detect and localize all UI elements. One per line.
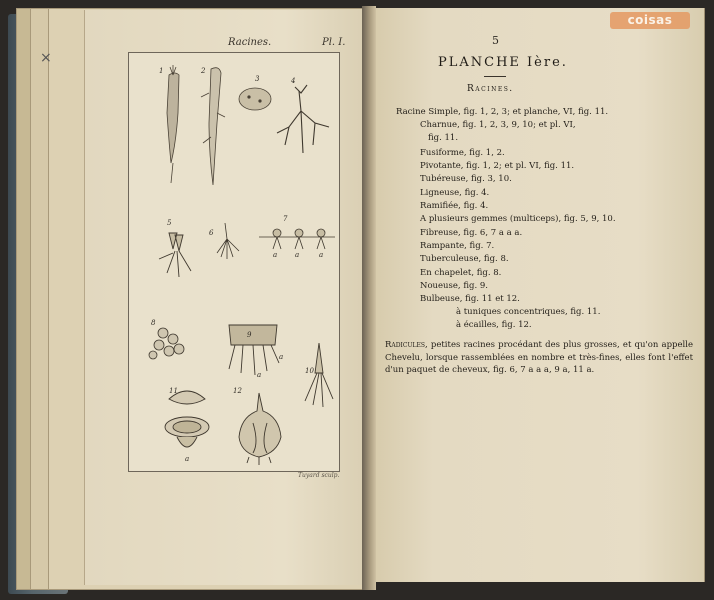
paragraph-lead: Radicules bbox=[385, 340, 426, 350]
paragraph-text: , petites racines procédant des plus grosses, et qu'on appelle Chevelu, lorsque rassemblées en nombre et très-fines, elles font l'effet d'un paquet de cheveux, fig. 6, 7 a a a, 9 a, 11 a. bbox=[385, 340, 693, 375]
index-entry: Pivotante, fig. 1, 2; et pl. VI, fig. 11. bbox=[420, 161, 575, 171]
fig-number: 10 bbox=[305, 367, 314, 375]
index-entry: Tuberculeuse, fig. 8. bbox=[420, 254, 509, 264]
index-entry: Bulbeuse, fig. 11 et 12. bbox=[420, 294, 520, 304]
pencil-mark: × bbox=[40, 50, 52, 66]
engraver-credit: Tuyard sculp. bbox=[298, 472, 340, 479]
book-gutter bbox=[362, 6, 376, 590]
fig-letter: a bbox=[257, 371, 262, 379]
heading-rule bbox=[484, 76, 506, 77]
fig-1-fusiform-root bbox=[167, 65, 179, 183]
fig-5-multiceps-root bbox=[159, 233, 191, 277]
fig-7-creeping-root bbox=[259, 229, 335, 249]
fig-9-nodose-root bbox=[229, 325, 279, 375]
plate-heading: PLANCHE Ière. bbox=[438, 55, 568, 70]
fig-letter: a bbox=[185, 455, 190, 463]
radicules-paragraph bbox=[385, 339, 693, 377]
fig-number: 7 bbox=[283, 215, 288, 223]
fig-number: 1 bbox=[159, 67, 164, 75]
fig-letter: a bbox=[273, 251, 278, 259]
fig-number: 8 bbox=[151, 319, 156, 327]
fig-8-tuberculous-root bbox=[149, 328, 184, 359]
plate-caption-number: Pl. I. bbox=[322, 37, 346, 48]
index-entry: Ramifiée, fig. 4. bbox=[420, 201, 489, 211]
fig-number: 4 bbox=[291, 77, 296, 85]
index-entry: Fibreuse, fig. 6, 7 a a a. bbox=[420, 228, 523, 238]
plate-caption-title: Racines. bbox=[228, 37, 272, 48]
index-entry: Rampante, fig. 7. bbox=[420, 241, 495, 251]
fig-3-tuber bbox=[239, 88, 271, 110]
fig-11-concentric-bulb bbox=[165, 391, 209, 447]
fig-letter: a bbox=[319, 251, 324, 259]
index-entry: Racine Simple, fig. 1, 2, 3; et planche, VI, fig. 11. bbox=[396, 107, 609, 117]
fig-10-tuberous-root bbox=[305, 343, 333, 407]
index-entry: Charnue, fig. 1, 2, 3, 9, 10; et pl. VI, bbox=[420, 120, 576, 130]
fig-number: 9 bbox=[247, 331, 252, 339]
fig-6-fibrous-root bbox=[217, 223, 239, 259]
index-entry: à écailles, fig. 12. bbox=[456, 320, 532, 330]
index-entry: En chapelet, fig. 8. bbox=[420, 268, 502, 278]
roots-illustration bbox=[129, 53, 339, 471]
index-entry: fig. 11. bbox=[428, 133, 459, 143]
fig-number: 12 bbox=[233, 387, 242, 395]
index-entry: à tuniques concentriques, fig. 11. bbox=[456, 307, 601, 317]
index-entry: A plusieurs gemmes (multiceps), fig. 5, 9, 10. bbox=[420, 214, 616, 224]
fig-number: 2 bbox=[201, 67, 206, 75]
index-entry: Tubéreuse, fig. 3, 10. bbox=[420, 174, 512, 184]
botanical-plate bbox=[128, 52, 340, 472]
index-entry: Noueuse, fig. 9. bbox=[420, 281, 488, 291]
fig-4-woody-branched-root bbox=[277, 85, 329, 153]
watermark-logo: coisas bbox=[610, 12, 690, 29]
fig-letter: a bbox=[279, 353, 284, 361]
page-number: 5 bbox=[492, 34, 499, 47]
fig-number: 5 bbox=[167, 219, 172, 227]
section-heading: Racines. bbox=[467, 84, 514, 94]
index-entry: Ligneuse, fig. 4. bbox=[420, 188, 490, 198]
fig-12-scaly-bulb bbox=[239, 393, 281, 465]
fig-letter: a bbox=[295, 251, 300, 259]
fig-number: 11 bbox=[169, 387, 178, 395]
fig-number: 3 bbox=[255, 75, 260, 83]
fig-number: 6 bbox=[209, 229, 214, 237]
fig-2-taproot bbox=[201, 68, 225, 185]
index-entry: Fusiforme, fig. 1, 2. bbox=[420, 148, 505, 158]
